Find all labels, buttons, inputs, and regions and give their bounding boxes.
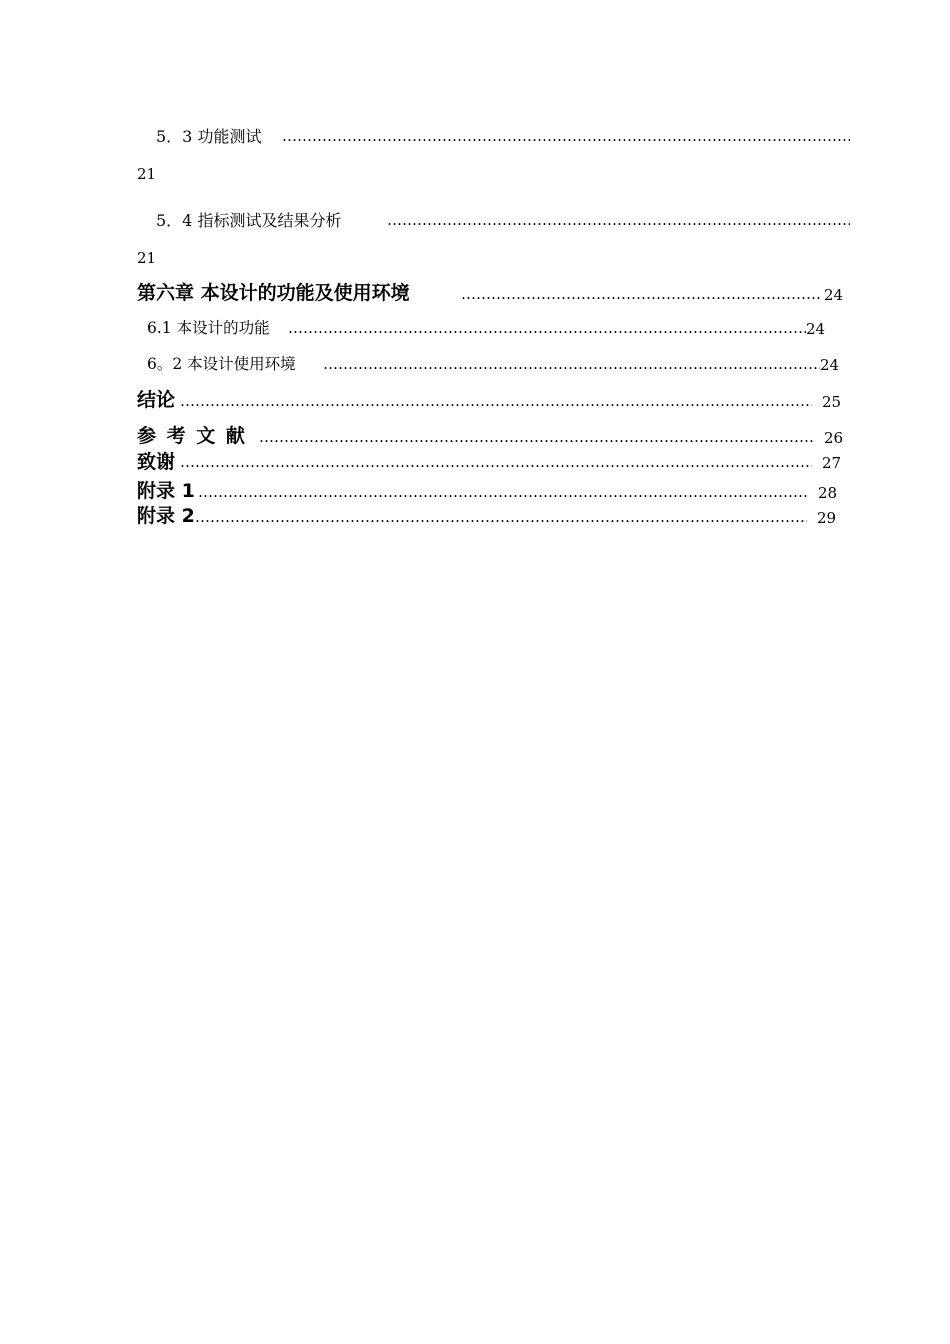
toc-entry-page: 24 bbox=[806, 320, 826, 338]
toc-leader-dots bbox=[282, 129, 850, 144]
toc-entry-page: 21 bbox=[137, 249, 157, 267]
toc-leader-dots bbox=[180, 455, 812, 470]
toc-entry-page: 26 bbox=[824, 429, 844, 447]
toc-leader-dots bbox=[259, 430, 814, 445]
toc-leader-dots bbox=[195, 510, 807, 525]
toc-entry-page: 25 bbox=[822, 393, 842, 411]
toc-entry-page: 21 bbox=[137, 165, 157, 183]
toc-entry-label: 5．3 功能测试 bbox=[156, 127, 262, 146]
toc-chapter-label: 致谢 bbox=[137, 451, 176, 473]
toc-chapter-label: 参 考 文 献 bbox=[137, 425, 247, 447]
toc-entry-page: 28 bbox=[818, 484, 838, 502]
toc-chapter-label: 第六章 本设计的功能及使用环境 bbox=[137, 282, 410, 304]
toc-entry-label: 6.1 本设计的功能 bbox=[147, 319, 270, 337]
toc-entry-page: 27 bbox=[822, 454, 842, 472]
toc-leader-dots bbox=[198, 485, 808, 500]
toc-chapter-label: 附录 2 bbox=[137, 505, 195, 527]
toc-entry-label: 6。2 本设计使用环境 bbox=[147, 355, 296, 373]
toc-entry-page: 29 bbox=[817, 509, 837, 527]
toc-leader-dots bbox=[461, 287, 822, 302]
toc-entry-page: 24 bbox=[820, 356, 840, 374]
toc-leader-dots bbox=[288, 321, 806, 336]
toc-entry-label: 5．4 指标测试及结果分析 bbox=[156, 211, 342, 230]
toc-leader-dots bbox=[387, 213, 850, 228]
toc-entry-page: 24 bbox=[824, 286, 844, 304]
toc-leader-dots bbox=[323, 357, 820, 372]
toc-chapter-label: 结论 bbox=[137, 389, 176, 411]
toc-leader-dots bbox=[180, 394, 812, 409]
toc-chapter-label: 附录 1 bbox=[137, 480, 195, 502]
